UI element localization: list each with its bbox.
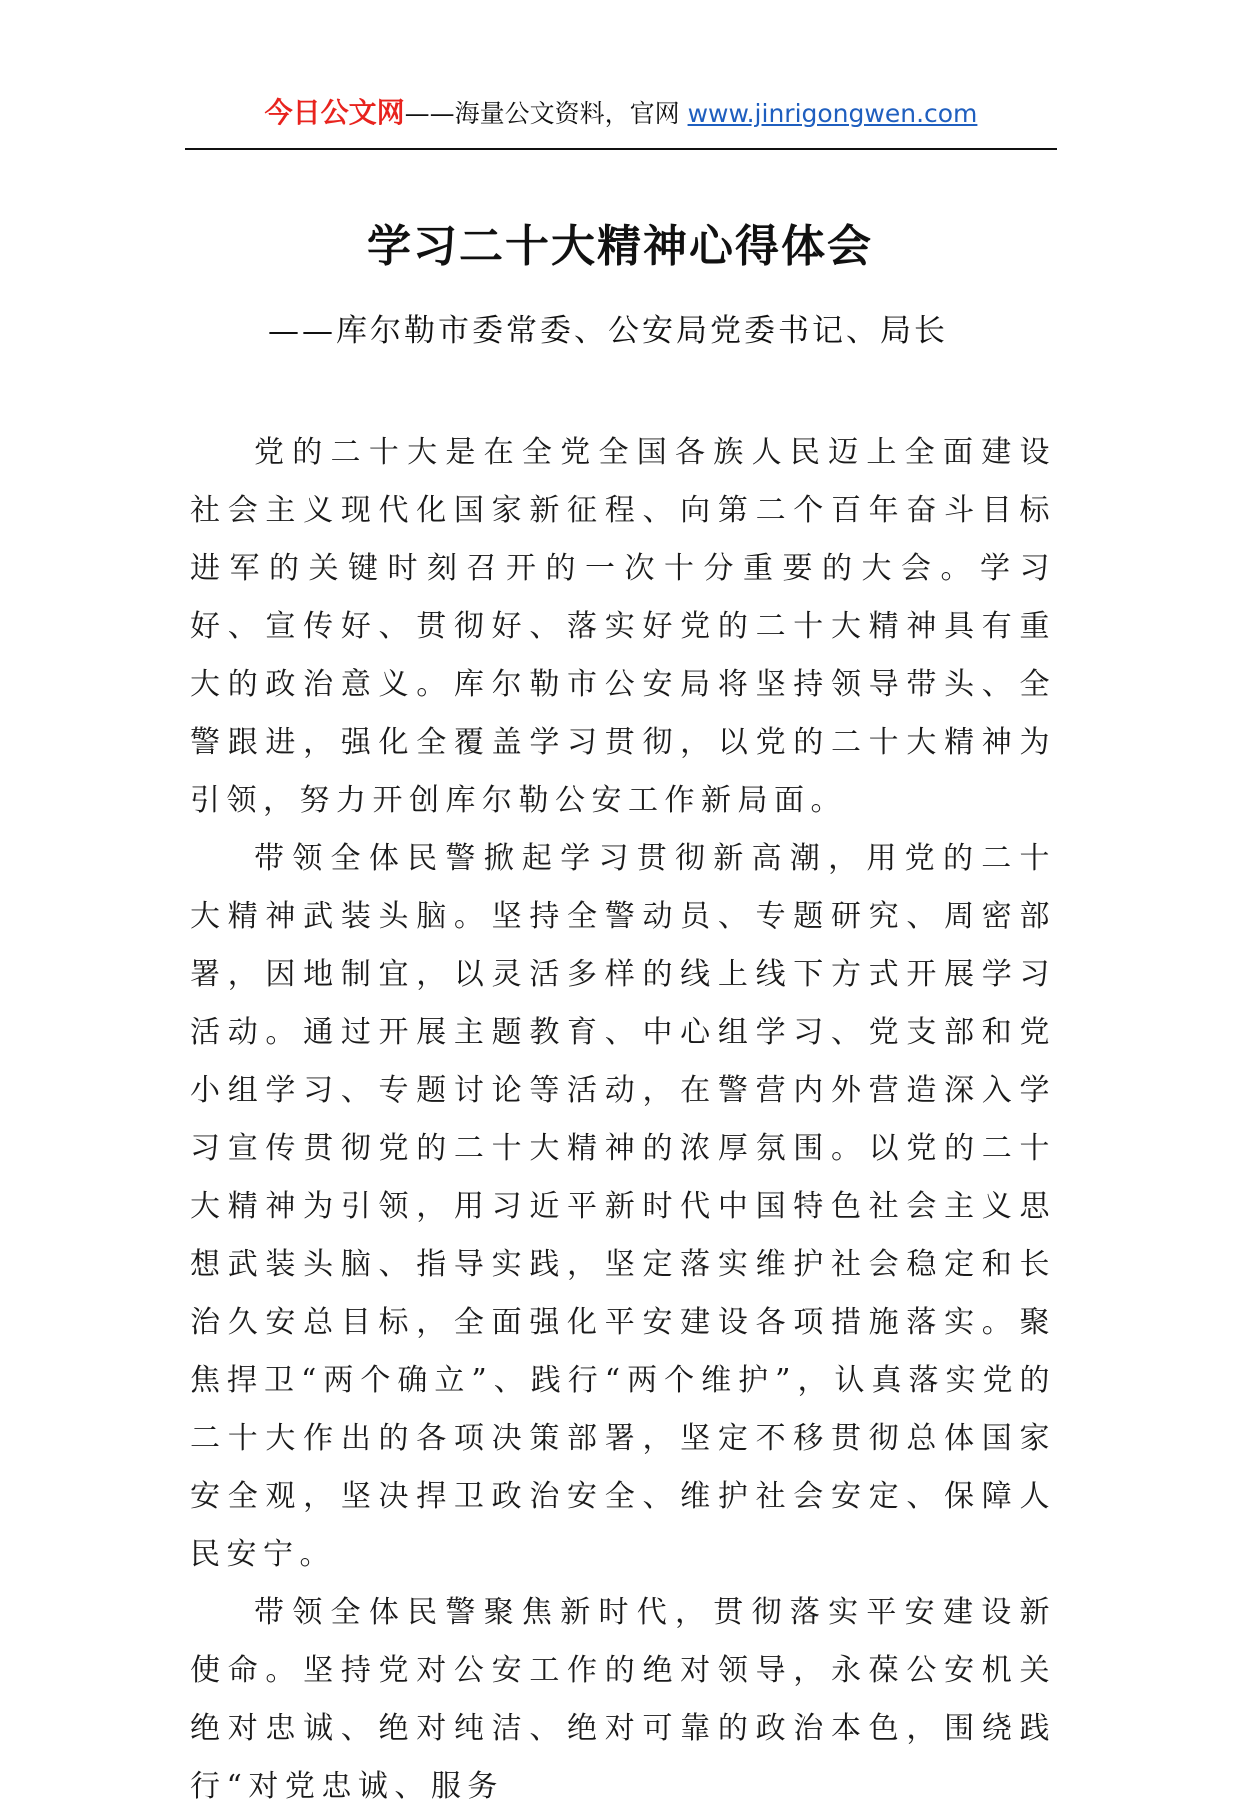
document-body <box>190 424 1056 1816</box>
body-paragraph-2: 带领全体民警掀起学习贯彻新高潮，用党的二十大精神武装头脑。坚持全警动员、专题研究、周密部署，因地制宜，以灵活多样的线上线下方式开展学习活动。通过开展主题教育、中心组学习、党支部和党小组学习、专题讨论等活动，在警营内外营造深入学习宣传贯彻党的二十大精神的浓厚氛围。以党的二十大精神为引领，用习近平新时代中国特色社会主义思想武装头脑、指导实践，坚定落实维护社会稳定和长治久安总目标，全面强化平安建设各项措施落实。聚焦捍卫“两个确立”、践行“两个维护”，认真落实党的二十大作出的各项决策部署，坚定不移贯彻总体国家安全观，坚决捍卫政治安全、维护社会安定、保障人民安宁。 <box>190 841 1056 1572</box>
site-header <box>185 96 1057 150</box>
site-tagline: ——海量公文资料，官网 <box>404 99 688 128</box>
document-subtitle: ——库尔勒市委常委、公安局党委书记、局长 <box>268 313 948 349</box>
body-paragraph-3: 带领全体民警聚焦新时代，贯彻落实平安建设新使命。坚持党对公安工作的绝对领导，永葆公安机关绝对忠诚、绝对纯洁、绝对可靠的政治本色，围绕践行“对党忠诚、服务 <box>190 1595 1056 1804</box>
body-paragraph-1: 党的二十大是在全党全国各族人民迈上全面建设社会主义现代化国家新征程、向第二个百年奋斗目标进军的关键时刻召开的一次十分重要的大会。学习好、宣传好、贯彻好、落实好党的二十大精神具有重大的政治意义。库尔勒市公安局将坚持领导带头、全警跟进，强化全覆盖学习贯彻，以党的二十大精神为引领，努力开创库尔勒公安工作新局面。 <box>190 435 1056 818</box>
document-title: 学习二十大精神心得体会 <box>367 221 873 272</box>
site-url-link[interactable]: www.jinrigongwen.com <box>687 99 978 128</box>
site-brand: 今日公文网 <box>264 96 405 129</box>
